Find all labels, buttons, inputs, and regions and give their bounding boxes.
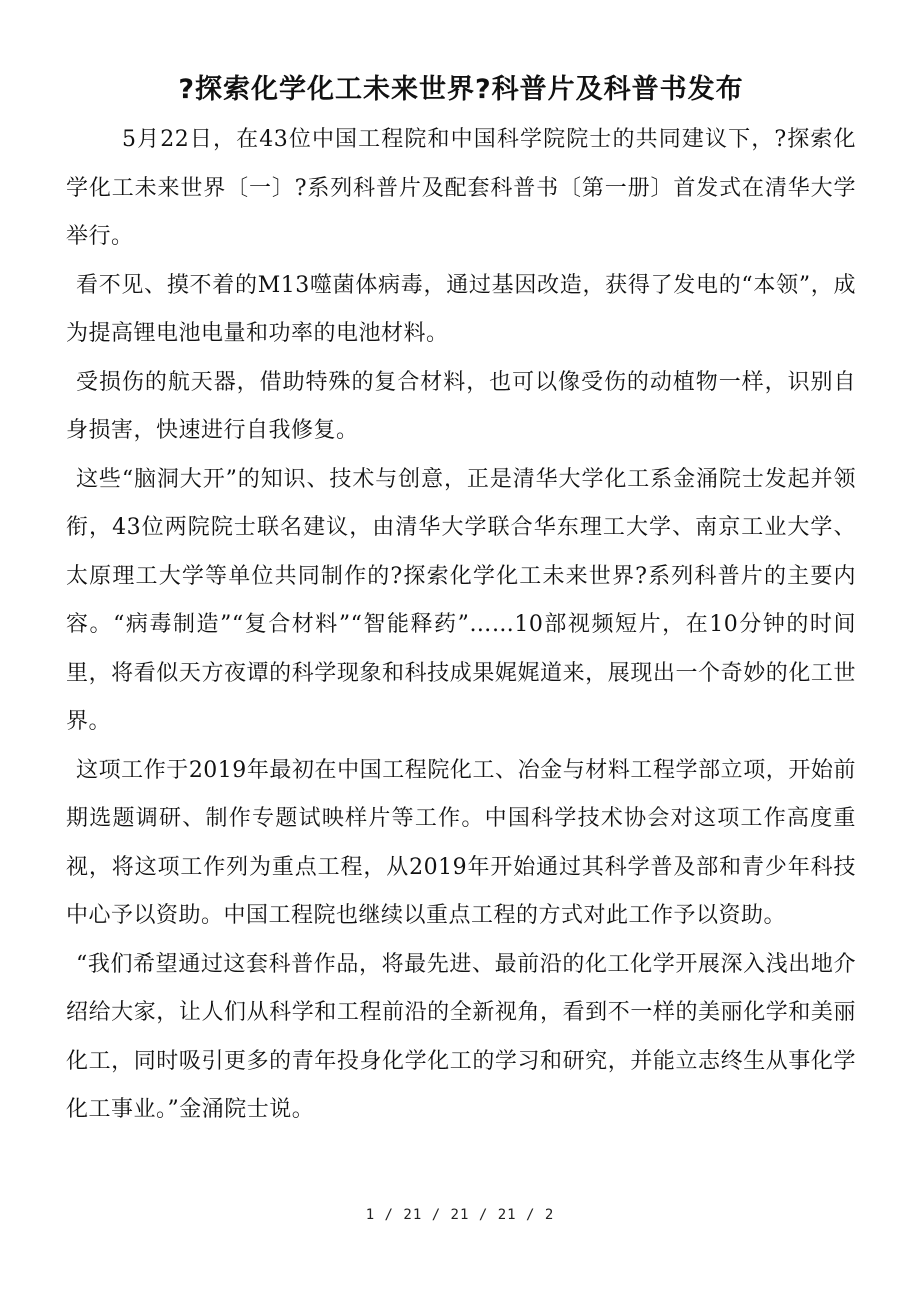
page-number-footer: 1 / 21 / 21 / 21 / 2 bbox=[365, 1207, 555, 1223]
document-title: ?探索化学化工未来世界?科普片及科普书发布 bbox=[178, 74, 744, 105]
document-body bbox=[66, 116, 856, 1135]
paragraph-spacecraft: 受损伤的航天器，借助特殊的复合材料，也可以像受伤的动植物一样，识别自身损害，快速进行自我修复。 bbox=[66, 369, 856, 443]
paragraph-intro: 5月22日，在43位中国工程院和中国科学院院士的共同建议下，?探索化学化工未来世界〔一〕?系列科普片及配套科普书〔第一册〕首发式在清华大学举行。 bbox=[66, 127, 856, 249]
paragraph-content: 这些“脑洞大开”的知识、技术与创意，正是清华大学化工系金涌院士发起并领衔，43位两院院士联名建议，由清华大学联合华东理工大学、南京工业大学、太原理工大学等单位共同制作的?探索化学化工未来世界?系列科普片的主要内容。“病毒制造”“复合材料”“智能释药”……10部视频短片，在10分钟的时间里，将看似天方夜谭的科学现象和科技成果娓娓道来，展现出一个奇妙的化工世界。 bbox=[66, 466, 856, 734]
paragraph-history: 这项工作于2019年最初在中国工程院化工、冶金与材料工程学部立项，开始前期选题调研、制作专题试映样片等工作。中国科学技术协会对这项工作高度重视，将这项工作列为重点工程，从2019年开始通过其科学普及部和青少年科技中心予以资助。中国工程院也继续以重点工程的方式对此工作予以资助。 bbox=[66, 757, 856, 928]
paragraph-quote: “我们希望通过这套科普作品，将最先进、最前沿的化工化学开展深入浅出地介绍给大家，让人们从科学和工程前沿的全新视角，看到不一样的美丽化学和美丽化工，同时吸引更多的青年投身化学化工的学习和研究，并能立志终生从事化学化工事业。”金涌院士说。 bbox=[66, 951, 856, 1122]
paragraph-virus: 看不见、摸不着的M13噬菌体病毒，通过基因改造，获得了发电的“本领”，成为提高锂电池电量和功率的电池材料。 bbox=[66, 272, 856, 346]
